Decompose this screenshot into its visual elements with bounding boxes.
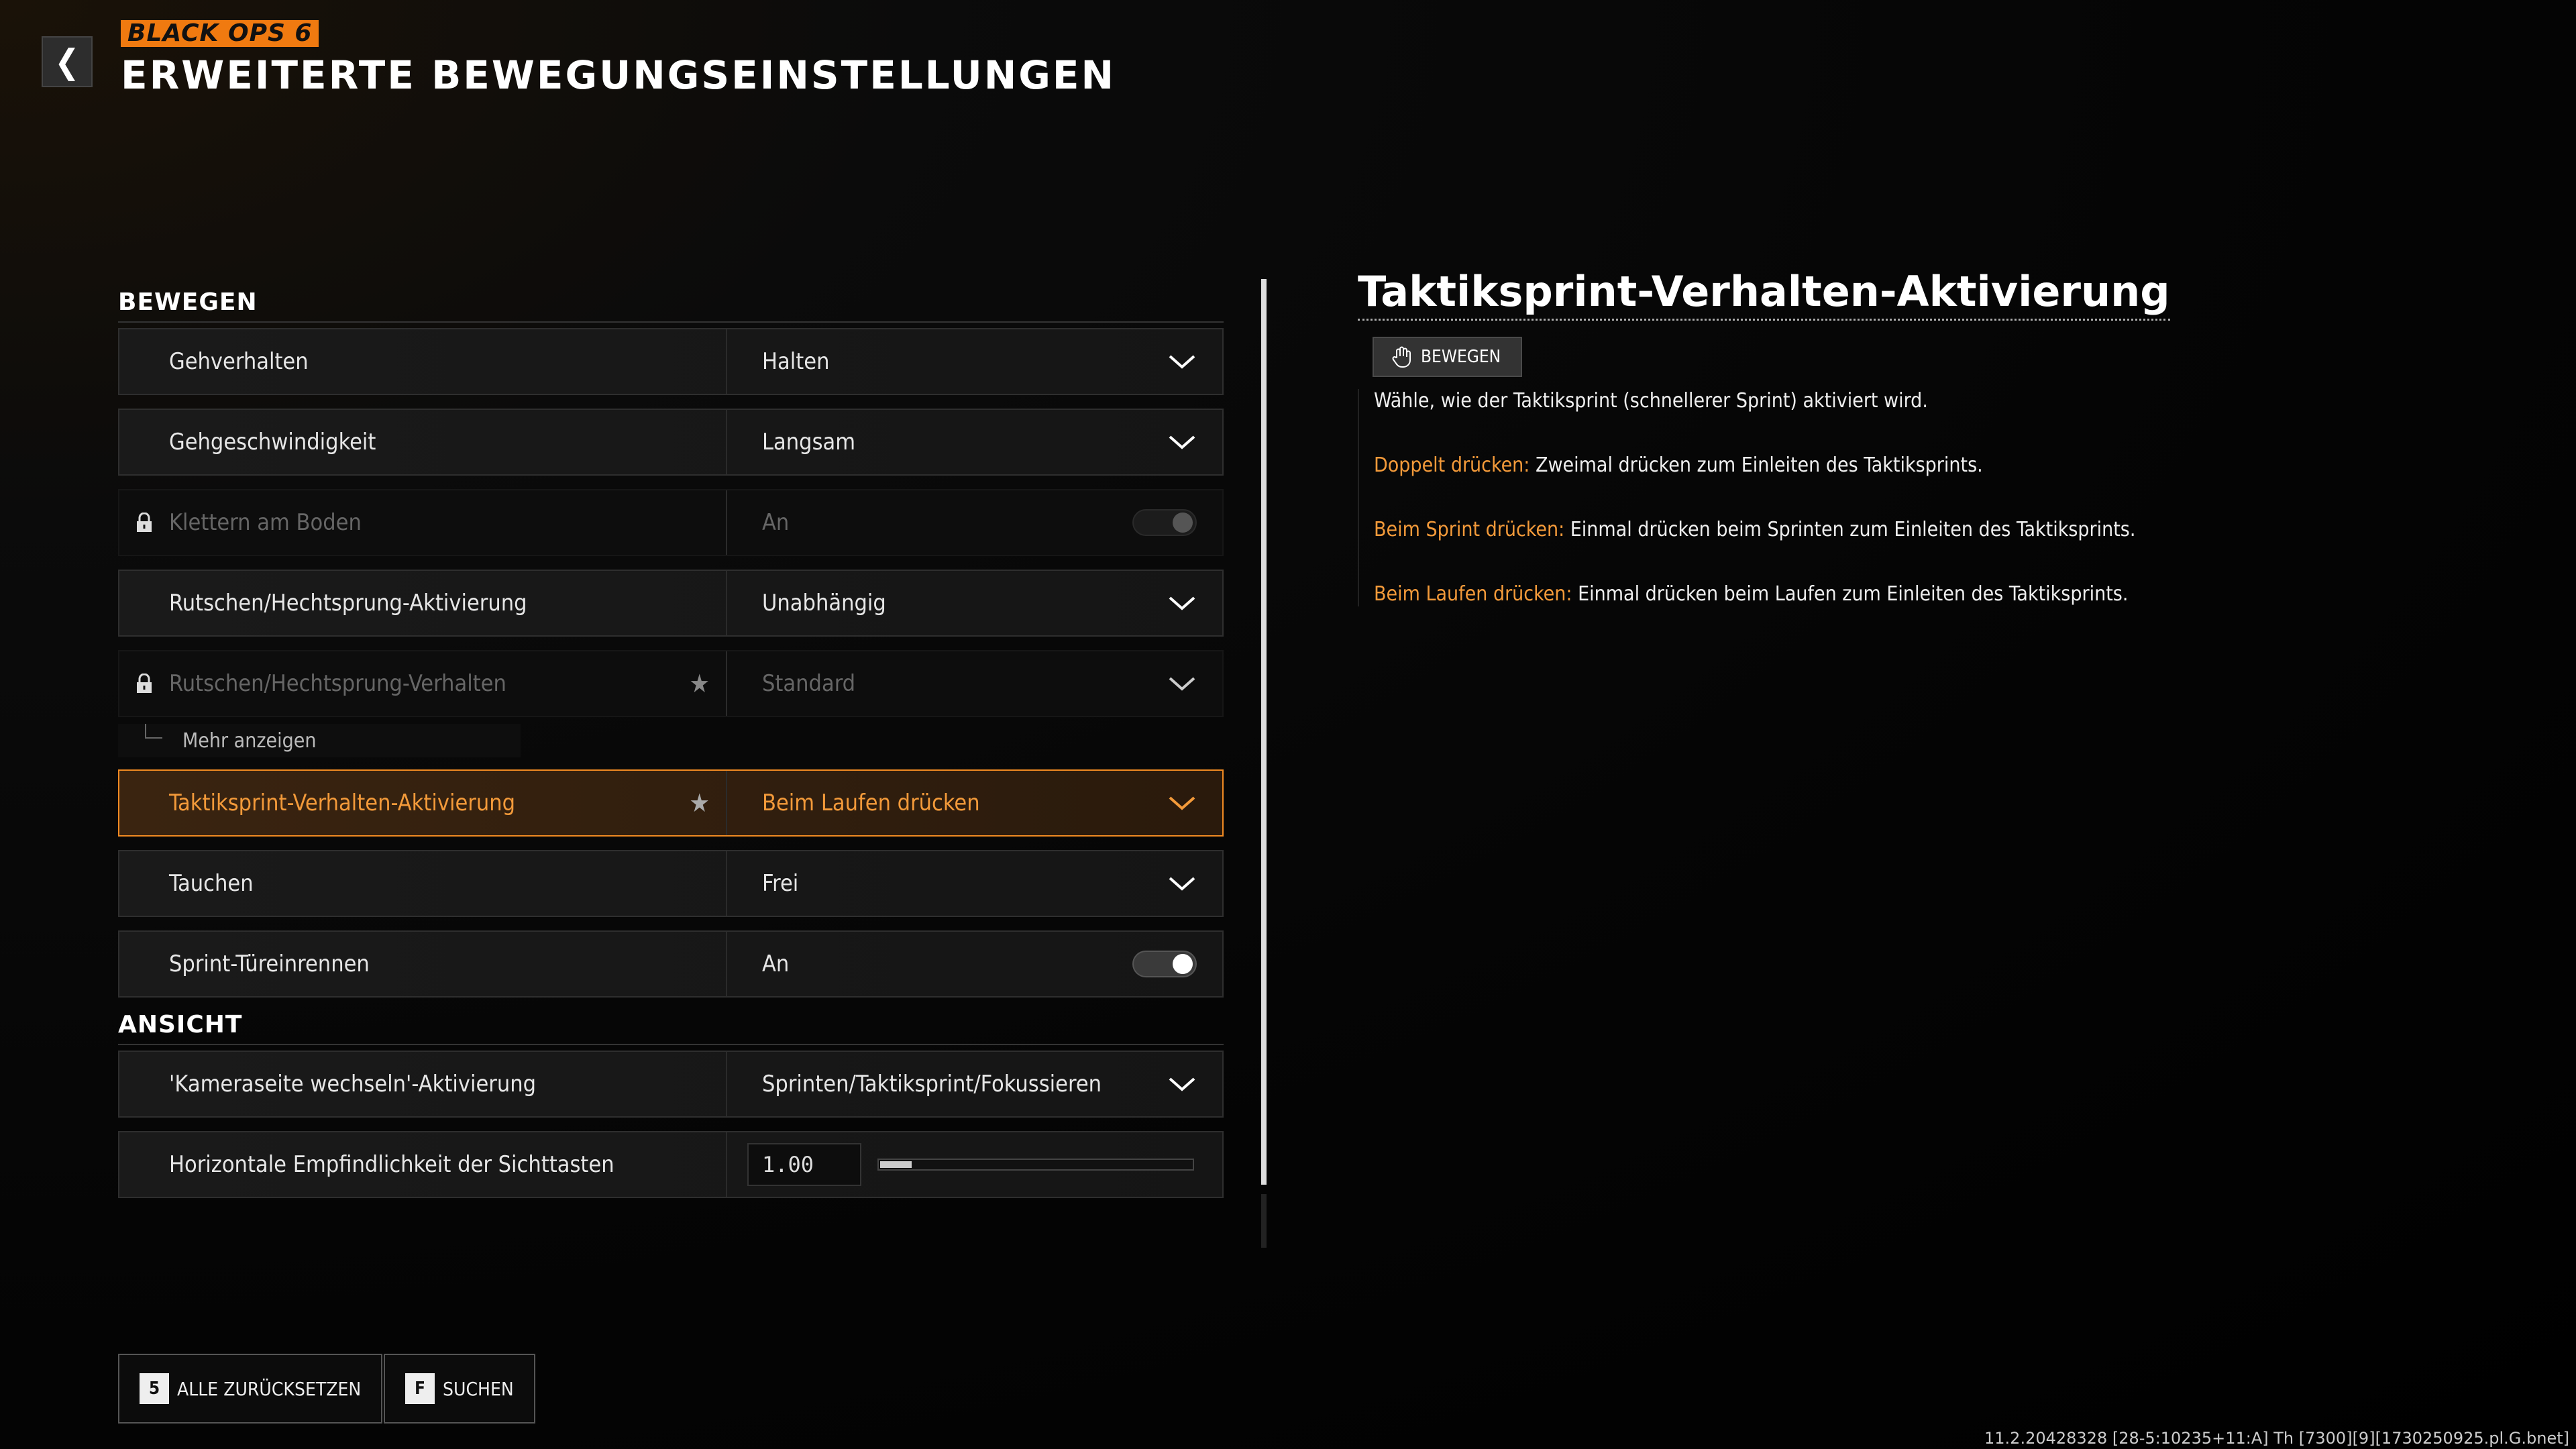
slider-horizontal-sensitivity[interactable]	[727, 1132, 1222, 1197]
setting-walk-behavior[interactable]	[118, 328, 1224, 395]
dropdown-value: Standard	[762, 670, 856, 697]
dropdown-value: Sprinten/Taktiksprint/Fokussieren	[762, 1071, 1102, 1097]
setting-label: 'Kameraseite wechseln'-Aktivierung	[119, 1052, 727, 1116]
setting-label: Rutschen/Hechtsprung-Aktivierung	[119, 571, 727, 635]
dropdown-value: Beim Laufen drücken	[762, 790, 980, 816]
setting-dive[interactable]	[118, 850, 1224, 917]
setting-label: Sprint-Türeinrennen	[119, 932, 727, 996]
toggle-value: An	[762, 509, 790, 536]
setting-walk-speed[interactable]	[118, 409, 1224, 476]
slider-track[interactable]	[877, 1159, 1194, 1171]
chevron-down-icon	[1167, 875, 1197, 892]
settings-list	[118, 288, 1224, 1212]
star-icon: ★	[689, 669, 710, 698]
detail-intro: Wähle, wie der Taktiksprint (schnellerer Sprint) aktiviert wird.	[1374, 389, 1928, 413]
toggle-switch	[1132, 509, 1197, 536]
scrollbar-track[interactable]	[1261, 1194, 1267, 1248]
tree-branch-icon	[145, 724, 162, 739]
toggle-value: An	[762, 951, 790, 977]
toggle-ground-climb	[727, 490, 1222, 555]
detail-description	[1358, 389, 2364, 606]
version-string: 11.2.20428328 [28-5:10235+11:A] Th [7300][9][1730250925.pl.G.bnet]	[1984, 1429, 2569, 1448]
chevron-down-icon	[1167, 794, 1197, 812]
section-header-move: BEWEGEN	[118, 288, 1224, 323]
dropdown-walk-speed[interactable]	[727, 410, 1222, 474]
key-hint: 5	[140, 1373, 169, 1404]
search-button[interactable]	[384, 1354, 535, 1424]
lock-icon	[136, 513, 153, 533]
setting-label: Horizontale Empfindlichkeit der Sichttasten	[119, 1132, 727, 1197]
detail-title: Taktiksprint-Verhalten-Aktivierung	[1358, 267, 2170, 321]
chevron-down-icon	[1167, 353, 1197, 370]
more-link[interactable]: Mehr anzeigen	[118, 724, 521, 757]
dropdown-tac-sprint[interactable]	[727, 771, 1222, 835]
setting-label: Klettern am Boden	[119, 490, 727, 555]
setting-slide-behavior	[118, 650, 1224, 717]
game-logo: BLACK OPS 6	[121, 20, 319, 47]
setting-door-bash[interactable]	[118, 930, 1224, 998]
setting-label: Tauchen	[119, 851, 727, 916]
section-header-view: ANSICHT	[118, 1011, 1224, 1045]
detail-option: Doppelt drücken: Zweimal drücken zum Einleiten des Taktiksprints.	[1374, 453, 1983, 477]
setting-horizontal-sensitivity[interactable]	[118, 1131, 1224, 1198]
lock-icon	[136, 674, 153, 694]
slider-value-input[interactable]: 1.00	[747, 1143, 861, 1186]
dropdown-slide-activation[interactable]	[727, 571, 1222, 635]
star-icon: ★	[689, 788, 710, 818]
dropdown-walk-behavior[interactable]	[727, 329, 1222, 394]
setting-ground-climb	[118, 489, 1224, 556]
reset-all-button[interactable]	[118, 1354, 382, 1424]
category-tag: BEWEGEN	[1373, 337, 1522, 377]
toggle-switch[interactable]	[1132, 951, 1197, 977]
dropdown-value: Halten	[762, 348, 830, 375]
chevron-down-icon	[1167, 1075, 1197, 1093]
dropdown-value: Unabhängig	[762, 590, 886, 616]
key-hint: F	[405, 1373, 435, 1404]
dropdown-dive[interactable]	[727, 851, 1222, 916]
back-button[interactable]: ❮	[42, 36, 93, 87]
button-label: ALLE ZURÜCKSETZEN	[177, 1377, 362, 1400]
setting-tac-sprint[interactable]	[118, 769, 1224, 837]
chevron-down-icon	[1167, 594, 1197, 612]
setting-label: Taktiksprint-Verhalten-Aktivierung ★	[119, 771, 727, 835]
setting-label: Gehverhalten	[119, 329, 727, 394]
detail-option: Beim Laufen drücken: Einmal drücken beim Laufen zum Einleiten des Taktiksprints.	[1374, 582, 2129, 606]
page-title: ERWEITERTE BEWEGUNGSEINSTELLUNGEN	[121, 52, 1116, 98]
setting-slide-activation[interactable]	[118, 570, 1224, 637]
dropdown-camera-switch[interactable]	[727, 1052, 1222, 1116]
slider-fill	[880, 1161, 912, 1168]
button-label: SUCHEN	[443, 1377, 514, 1400]
hand-icon	[1391, 345, 1411, 368]
setting-label: Gehgeschwindigkeit	[119, 410, 727, 474]
dropdown-value: Langsam	[762, 429, 856, 455]
chevron-down-icon	[1167, 675, 1197, 692]
detail-panel	[1358, 267, 2364, 647]
dropdown-value: Frei	[762, 870, 799, 897]
dropdown-slide-behavior	[727, 651, 1222, 716]
detail-option: Beim Sprint drücken: Einmal drücken beim Sprinten zum Einleiten des Taktiksprints.	[1374, 518, 2136, 541]
scrollbar-thumb[interactable]	[1261, 279, 1267, 1185]
toggle-door-bash[interactable]	[727, 932, 1222, 996]
setting-camera-switch[interactable]	[118, 1051, 1224, 1118]
setting-label: Rutschen/Hechtsprung-Verhalten ★	[119, 651, 727, 716]
chevron-down-icon	[1167, 433, 1197, 451]
